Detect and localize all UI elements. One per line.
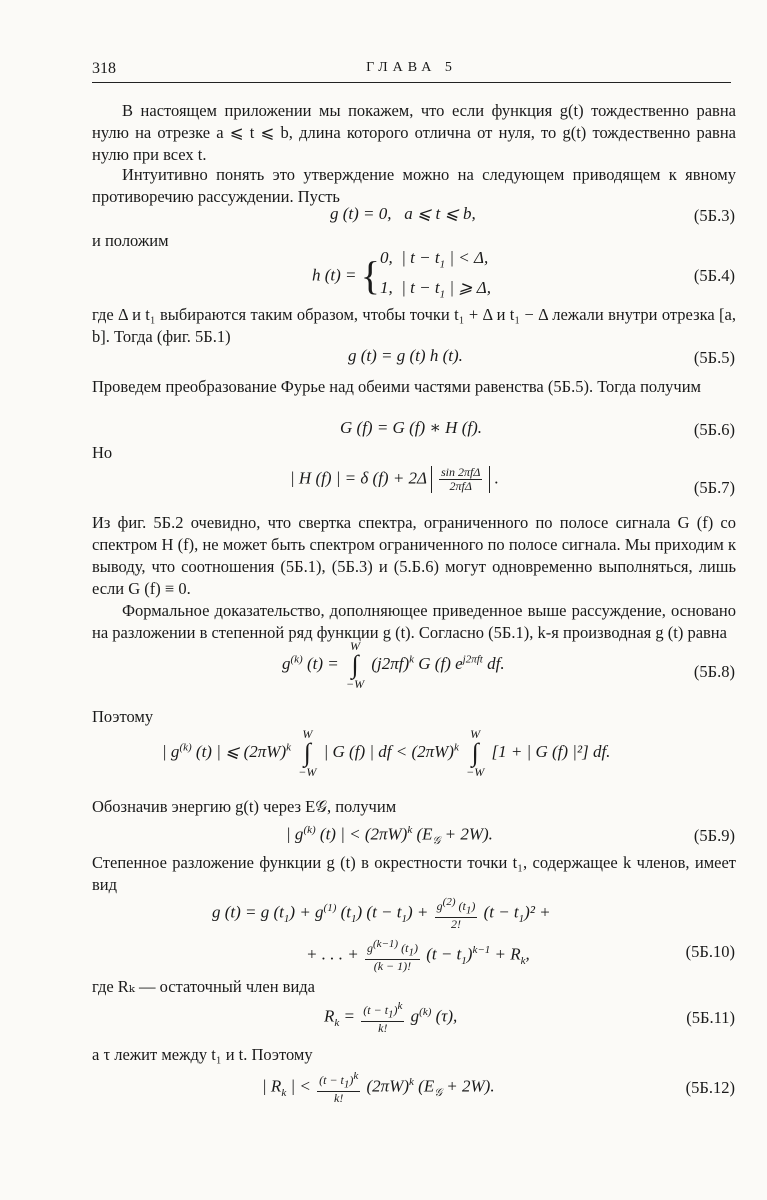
equation-5b7: | H (f) | = δ (f) + 2Δ $\frac{\text{sin 2πfΔ}}{\text{2πfΔ}}$ .	[290, 465, 499, 493]
paragraph-tau: а τ лежит между t₁ и t. Поэтому	[92, 1045, 313, 1064]
paragraph-convolution: Из фиг. 5Б.2 очевидно, что свертка спектра, ограниченного по полосе сигнала G (f) со спектром H (f), не может быть спектром ограниченного по полосе сигнала. Мы приходим к выводу, что соотношения (5Б.1), (5Б.3) и (5.Б.6) могут одновременно выполняться, лишь если G (f) ≡ 0.	[92, 513, 736, 598]
paragraph-intuition: Интуитивно понять это утверждение можно на следующем приводящем к явному противоречию рассуждении. Пусть	[92, 165, 736, 206]
paragraph-remainder: где Rₖ — остаточный член вида	[92, 977, 315, 996]
equation-label-5b3: (5Б.3)	[693, 206, 735, 225]
equation-5b4: h (t) = {0, | $t - t_1$ | < Δ, 1, | $t - t_1$ | ⩾ Δ,	[312, 248, 491, 301]
equation-label-5b5: (5Б.5)	[693, 348, 735, 367]
equation-label-5b10: (5Б.10)	[685, 942, 735, 961]
equation-5b10-line2: + . . . + $\frac{g^{(k-1)} (t_1)}{(k - 1)!}$ $(t - t_1)^{k-1} + R_k$,	[306, 938, 530, 974]
paragraph-but: Но	[92, 443, 113, 462]
paragraph-formal-proof: Формальное доказательство, дополняющее приведенное выше рассуждение, основано на разложении в степенной ряд функции g (t). Согласно (5Б.1), k-я производная g (t) равна	[92, 601, 736, 642]
equation-5b12: | $R_k$ | < $\frac{(t - t_1)^k}{k!}$ $(2\pi W)^k$ $(E_𝒢 + 2W)$.	[262, 1070, 495, 1106]
equation-label-5b11: (5Б.11)	[686, 1008, 735, 1027]
equation-5b3: g (t) = 0, a ⩽ t ⩽ b,	[330, 204, 476, 223]
paragraph-energy: Обозначив энергию g(t) через E𝒢, получим	[92, 797, 397, 816]
equation-label-5b12: (5Б.12)	[685, 1078, 735, 1097]
page-header	[92, 58, 731, 83]
equation-5b10-line1: g (t) = g $(t_1) + g^{(1)}$ $(t_1) (t - t_1)$ + $\frac{g^{(2)} (t_1)}{2!}$ $(t - t_1)^2$ +	[212, 896, 551, 932]
equation-label-5b7: (5Б.7)	[693, 478, 735, 497]
page-number: 318	[92, 60, 116, 77]
equation-label-5b4: (5Б.4)	[693, 266, 735, 285]
equation-label-5b6: (5Б.6)	[693, 420, 735, 439]
equation-5b5: g (t) = g (t) h (t).	[348, 346, 463, 365]
paragraph-fourier: Проведем преобразование Фурье над обеими частями равенства (5Б.5). Тогда получим	[92, 377, 701, 396]
equation-label-5b9: (5Б.9)	[693, 826, 735, 845]
equation-5b11: $R_k$ = $\frac{(t - t_1)^k}{k!}$ $g^{(k)}$ (τ),	[324, 1000, 458, 1036]
equation-derivative-bound: | $g^{(k)}$ (t) | ⩽ $(2\pi W)^k$ W ∫ −W | G (f) | df < $(2\pi W)^k$ W ∫ −W [1 + | G (f) |²] df.	[162, 727, 611, 779]
paragraph-therefore: Поэтому	[92, 707, 154, 726]
paragraph-power-series: Степенное разложение функции g (t) в окрестности точки t₁, содержащее k членов, имеет вид	[92, 853, 736, 894]
equation-5b9: | $g^{(k)}$ (t) | < $(2\pi W)^k$ $(E_𝒢 + 2W)$.	[286, 824, 493, 848]
equation-5b6: G (f) = G (f) ∗ H (f).	[340, 418, 482, 437]
paragraph-intro: В настоящем приложении мы покажем, что если функция g(t) тождественно равна нулю на отрезке a ⩽ t ⩽ b, длина которого отлична от нуля, то g(t) тождественно равна нулю при всех t.	[92, 101, 736, 164]
paragraph-let: и положим	[92, 231, 169, 250]
equation-label-5b8: (5Б.8)	[693, 662, 735, 681]
paragraph-where-delta: где Δ и t₁ выбираются таким образом, чтобы точки t₁ + Δ и t₁ − Δ лежали внутри отрезка [a, b]. Тогда (фиг. 5Б.1)	[92, 305, 736, 346]
equation-5b8: $g^{(k)}$ (t) = W ∫ −W $(j2\pi f)^k$ G (f) $e^{j2\pi ft}$ df.	[282, 639, 505, 691]
chapter-title: ГЛАВА 5	[366, 60, 457, 75]
